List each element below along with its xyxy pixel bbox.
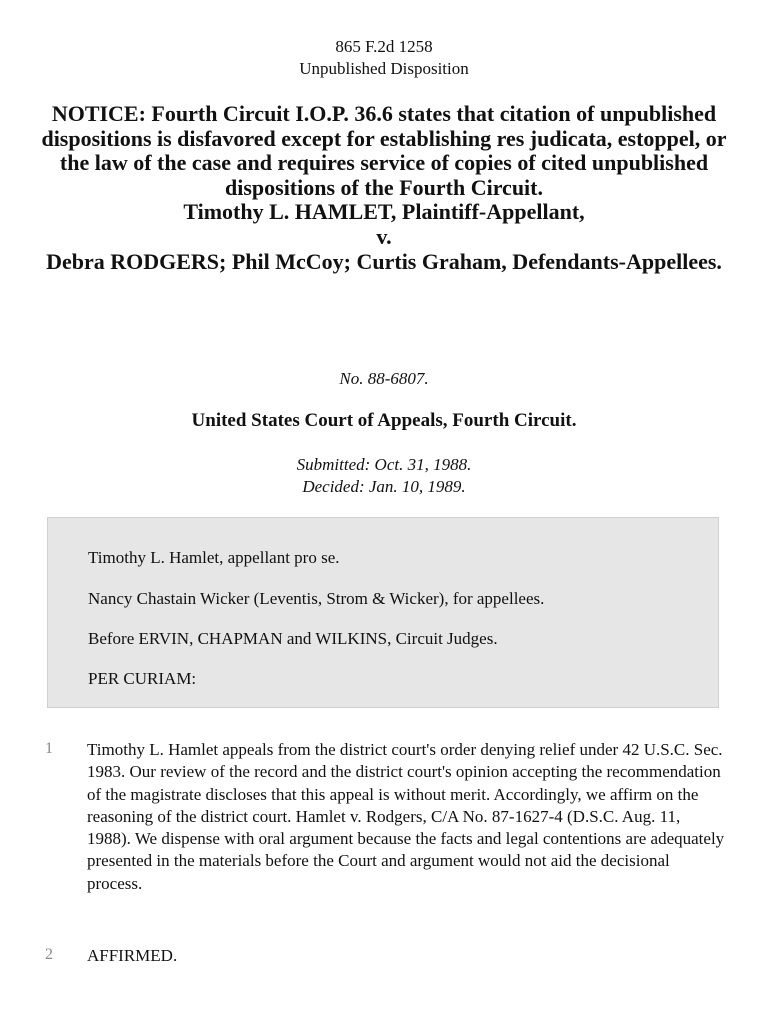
paragraph-text: AFFIRMED. — [87, 946, 178, 965]
decided-date: Decided: Jan. 10, 1989. — [302, 477, 466, 496]
per-curiam-label: PER CURIAM: — [88, 669, 197, 688]
judges-panel: Before ERVIN, CHAPMAN and WILKINS, Circuit Judges. — [88, 629, 498, 648]
case-header — [0, 36, 768, 80]
appellees-counsel: Nancy Chastain Wicker (Leventis, Strom & Wicker), for appellees. — [88, 589, 545, 608]
paragraph-text: Timothy L. Hamlet appeals from the district court's order denying relief under 42 U.S.C. Sec. 1983. Our review of the record and the district court's opinion accepting the recommendation of the magistrate discloses that this appeal is without merit. Accordingly, we affirm on the reasoning of the district court. Hamlet v. Rodgers, C/A No. 87-1627-4 (D.S.C. Aug. 11, 1988). We dispense with oral argument because the facts and legal contentions are adequately presented in the materials before the Court and argument would not aid the decisional process. — [87, 740, 725, 893]
paragraph-number: 2 — [45, 946, 53, 963]
counsel-box — [47, 517, 719, 708]
plaintiff-name: Timothy L. HAMLET, Plaintiff-Appellant, — [183, 199, 585, 225]
case-caption — [40, 102, 728, 274]
case-dates — [0, 454, 768, 498]
court-name: United States Court of Appeals, Fourth Circuit. — [191, 410, 577, 431]
paragraph-number: 1 — [45, 740, 53, 757]
defendants-names: Debra RODGERS; Phil McCoy; Curtis Graham, Defendants-Appellees. — [46, 248, 722, 274]
versus-label: v. — [376, 223, 392, 249]
case-citation: 865 F.2d 1258 — [335, 37, 433, 56]
notice-text: NOTICE: Fourth Circuit I.O.P. 36.6 states that citation of unpublished dispositions is disfavored except for establishing res judicata, estoppel, or the law of the case and requires service of copies of cited unpublished dispositions of the Fourth Circuit. — [41, 101, 727, 200]
disposition-label: Unpublished Disposition — [299, 59, 469, 78]
docket-number: No. 88-6807. — [339, 369, 429, 388]
submitted-date: Submitted: Oct. 31, 1988. — [296, 455, 472, 474]
appellant-counsel: Timothy L. Hamlet, appellant pro se. — [88, 548, 340, 567]
